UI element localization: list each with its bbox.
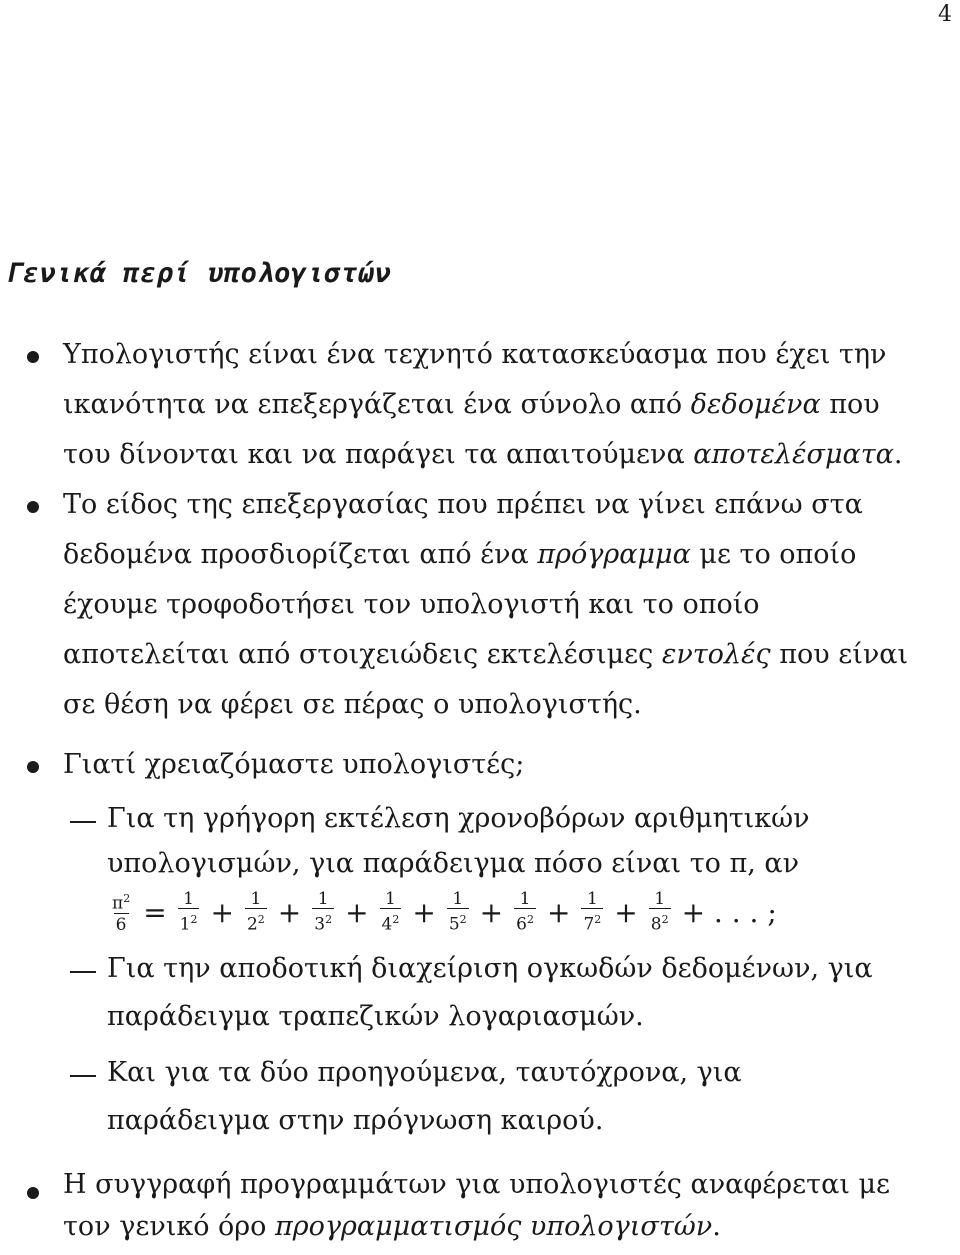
formula-term: $\frac{1}{8^2}$ <box>650 889 669 935</box>
section-title: Γενικά περί υπολογιστών <box>6 258 392 289</box>
bullet-icon <box>27 1187 39 1199</box>
bullet-1-line-2: ικανότητα να επεξεργάζεται ένα σύνολο από δεδομένα που <box>63 389 880 420</box>
formula-term: $\frac{1}{4^2}$ <box>381 889 400 935</box>
bullet-icon <box>27 761 39 773</box>
bullet-1-line-1: Υπολογιστής είναι ένα τεχνητό κατασκεύασμα που έχει την <box>63 339 887 370</box>
formula-plus: + <box>345 895 369 929</box>
emphasis-commands: εντολές <box>661 639 771 670</box>
formula-term: $\frac{1}{1^2}$ <box>179 889 198 935</box>
sub-3-line-1: Και για τα δύο προηγούμενα, ταυτόχρονα, για <box>107 1057 742 1088</box>
formula-plus: + <box>614 895 638 929</box>
dash-icon <box>70 1075 96 1077</box>
formula-tail: + . . . ; <box>681 895 777 929</box>
bullet-2-line-3: έχουμε τροφοδοτήσει τον υπολογιστή και το οποίο <box>63 589 760 620</box>
bullet-4-line-2: τον γενικό όρο προγραμματισμός υπολογιστών. <box>63 1211 721 1242</box>
bullet-2-line-4: αποτελείται από στοιχειώδεις εκτελέσιμες εντολές που είναι <box>63 639 909 670</box>
formula-term: $\frac{1}{7^2}$ <box>583 889 602 935</box>
formula-plus: + <box>277 895 302 929</box>
bullet-1-line-3: του δίνονται και να παράγει τα απαιτούμενα αποτελέσματα. <box>63 439 903 470</box>
formula-term: $\frac{1}{6^2}$ <box>516 889 534 935</box>
formula-plus: + <box>412 895 436 929</box>
formula-terms <box>175 890 674 934</box>
sub-3-line-2: παράδειγμα στην πρόγνωση καιρού. <box>107 1105 604 1136</box>
formula-plus: + <box>210 895 234 929</box>
dash-icon <box>70 821 96 823</box>
formula-term: $\frac{1}{5^2}$ <box>448 889 467 935</box>
formula-plus: + <box>479 895 504 929</box>
bullet-2-line-1: Το είδος της επεξεργασίας που πρέπει να γίνει επάνω στα <box>63 489 863 520</box>
formula-equals: = <box>143 895 167 929</box>
sub-1-line-2: υπολογισμών, για παράδειγμα πόσο είναι το π, αν <box>107 848 800 879</box>
emphasis-program: πρόγραμμα <box>537 539 691 570</box>
emphasis-programming: προγραμματισμός υπολογιστών <box>275 1211 713 1242</box>
bullet-icon <box>27 351 39 363</box>
formula-lhs: $\frac{\pi^2}{6}$ <box>112 892 131 935</box>
dash-icon <box>70 971 96 973</box>
bullet-icon <box>27 501 39 513</box>
page-number: 4 <box>938 2 952 27</box>
formula-term: $\frac{1}{2^2}$ <box>246 889 265 935</box>
sub-2-line-1: Για την αποδοτική διαχείριση ογκωδών δεδομένων, για <box>107 953 873 984</box>
sub-2-line-2: παράδειγμα τραπεζικών λογαριασμών. <box>107 1001 644 1032</box>
bullet-3-line-1: Γιατί χρειαζόμαστε υπολογιστές; <box>63 749 525 780</box>
bullet-2-line-2: δεδομένα προσδιορίζεται από ένα πρόγραμμα με το οποίο <box>63 539 857 570</box>
formula-plus: + <box>546 895 571 929</box>
bullet-2-line-5: σε θέση να φέρει σε πέρας ο υπολογιστής. <box>63 689 642 720</box>
emphasis-data: δεδομένα <box>690 389 821 420</box>
emphasis-results: αποτελέσματα <box>693 439 894 470</box>
formula-term: $\frac{1}{3^2}$ <box>314 889 333 935</box>
pi-series-formula <box>107 880 785 944</box>
sub-1-line-1: Για τη γρήγορη εκτέλεση χρονοβόρων αριθμητικών <box>107 803 810 834</box>
bullet-4-line-1: Η συγγραφή προγραμμάτων για υπολογιστές αναφέρεται με <box>63 1169 891 1200</box>
